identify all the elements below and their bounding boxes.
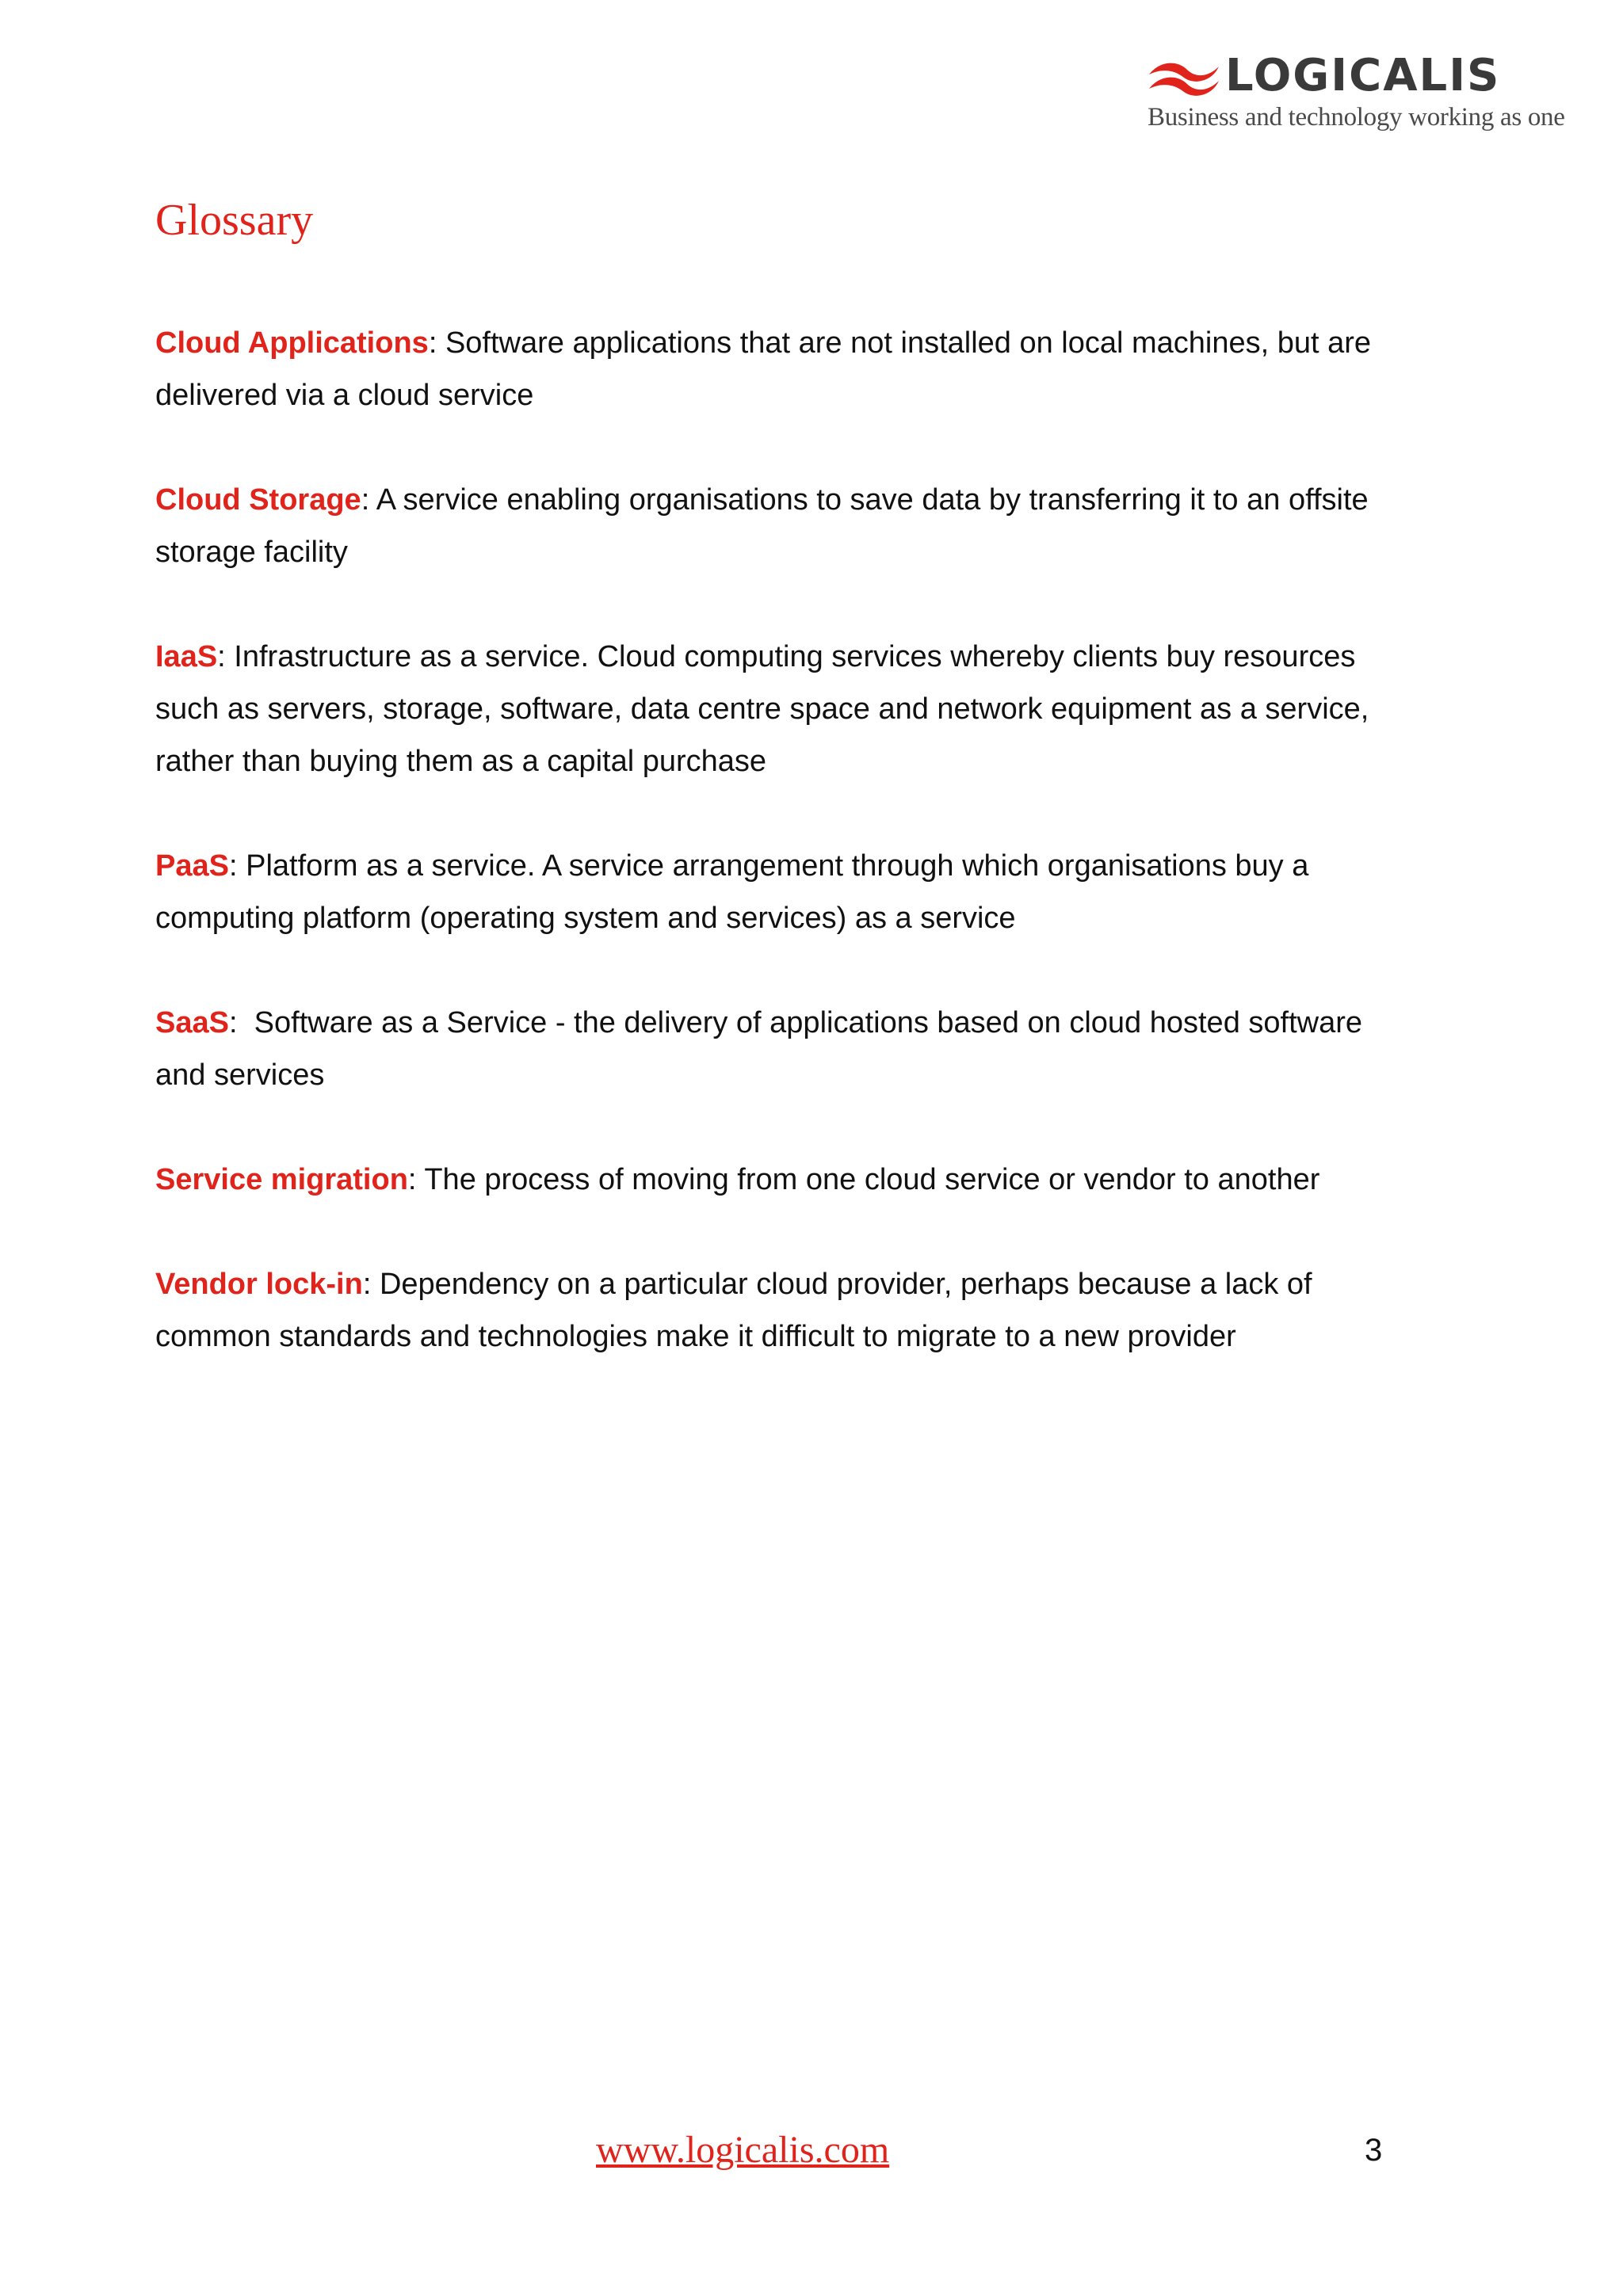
- glossary-definition: The process of moving from one cloud service or vendor to another: [424, 1163, 1320, 1196]
- glossary-entry-service-migration: [155, 1154, 1392, 1206]
- glossary-term: Cloud Storage: [155, 483, 361, 517]
- page-number: 3: [1365, 2133, 1383, 2168]
- logo-wordmark: LOGICALIS: [1225, 50, 1501, 101]
- glossary-definition: Platform as a service. A service arrangement through which organisations buy a computing platform (operating system and services) as a service: [155, 849, 1309, 935]
- page-title: Glossary: [155, 196, 314, 245]
- glossary-separator: :: [361, 483, 376, 517]
- glossary-separator: :: [362, 1268, 380, 1301]
- glossary-separator: :: [228, 849, 246, 883]
- glossary-list: [155, 317, 1392, 1415]
- glossary-entry-cloud-applications: [155, 317, 1392, 421]
- logicalis-logo: [1143, 50, 1565, 138]
- glossary-term: Cloud Applications: [155, 326, 429, 360]
- logo-tagline: Business and technology working as one: [1148, 103, 1565, 132]
- glossary-separator: :: [407, 1163, 425, 1196]
- glossary-term: Service migration: [155, 1163, 408, 1196]
- glossary-definition: Infrastructure as a service. Cloud computing services whereby clients buy resources such as servers, storage, software, data centre space and network equipment as a service, rather than buying them as a capital purchase: [155, 640, 1369, 778]
- glossary-definition: Dependency on a particular cloud provider, perhaps because a lack of common standards and technologies make it difficult to migrate to a new provider: [155, 1268, 1312, 1353]
- glossary-entry-iaas: [155, 631, 1392, 788]
- glossary-definition: Software applications that are not installed on local machines, but are delivered via a cloud service: [155, 326, 1372, 412]
- footer-website-link[interactable]: www.logicalis.com: [596, 2129, 890, 2171]
- glossary-separator: :: [228, 1006, 254, 1039]
- glossary-term: Vendor lock-in: [155, 1268, 363, 1301]
- glossary-term: IaaS: [155, 640, 218, 673]
- glossary-entry-vendor-lock-in: [155, 1258, 1392, 1363]
- glossary-entry-saas: [155, 997, 1392, 1101]
- glossary-definition: A service enabling organisations to save data by transferring it to an offsite storage facility: [155, 483, 1369, 569]
- glossary-term: PaaS: [155, 849, 229, 883]
- glossary-term: SaaS: [155, 1006, 229, 1039]
- glossary-entry-paas: [155, 840, 1392, 944]
- logicalis-swoosh-icon: [1146, 57, 1222, 101]
- glossary-separator: :: [217, 640, 235, 673]
- glossary-entry-cloud-storage: [155, 474, 1392, 578]
- glossary-separator: :: [428, 326, 445, 360]
- glossary-definition: Software as a Service - the delivery of applications based on cloud hosted software and services: [155, 1006, 1362, 1092]
